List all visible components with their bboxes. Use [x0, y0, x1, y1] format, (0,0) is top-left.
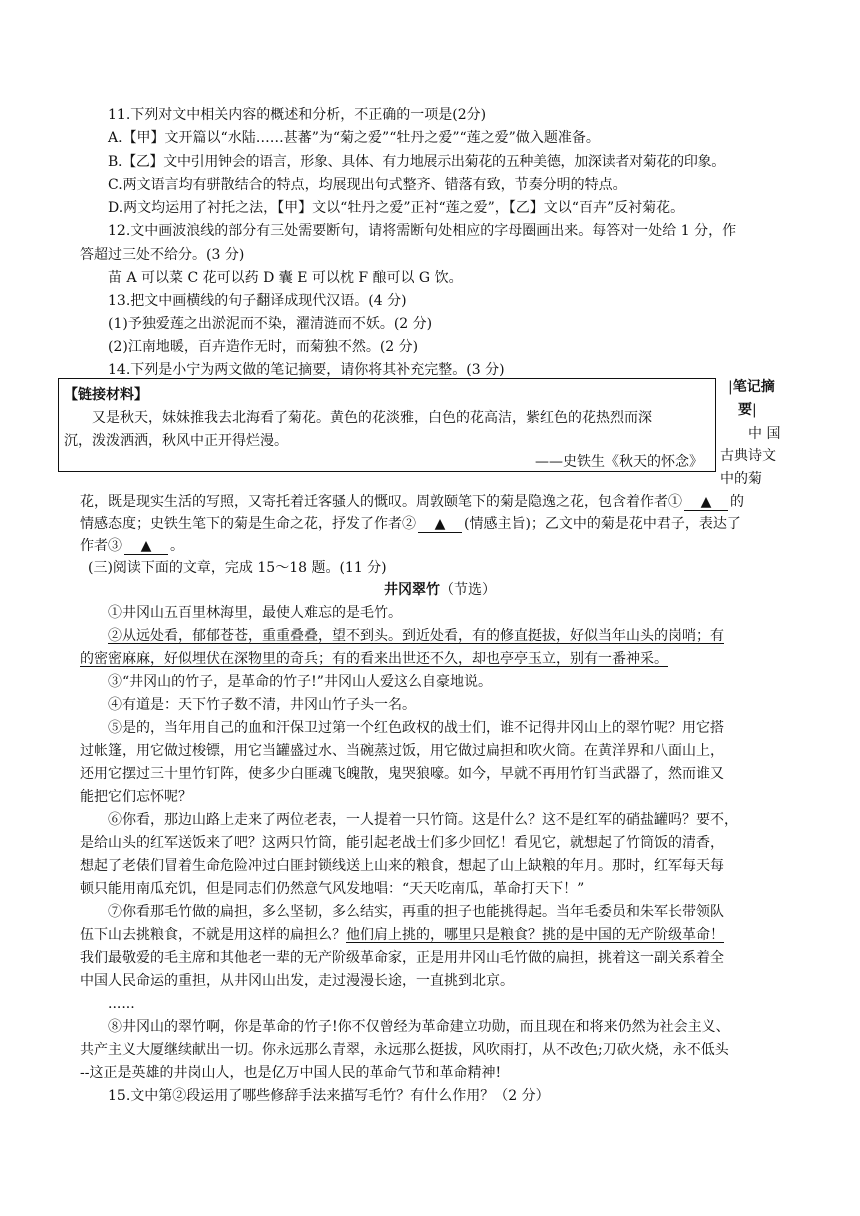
section3-intro: (三)阅读下面的文章，完成 15～18 题。(11 分)	[88, 560, 387, 576]
answer-blank-2[interactable]: ▲	[418, 516, 462, 533]
note-continuation-2: 情感态度；史铁生笔下的菊是生命之花，抒发了作者② ▲ (情感主旨)；乙文中的菊是花中君子，表达了	[80, 516, 741, 532]
paragraph-5-line-1: ⑤是的，当年用自己的血和汗保卫过第一个红色政权的战士们，谁不记得井冈山上的翠竹呢？用它搭	[108, 720, 724, 736]
q13-stem: 13.把文中画横线的句子翻译成现代汉语。(4 分)	[108, 293, 407, 309]
ellipsis: ......	[108, 996, 135, 1012]
paragraph-6-line-3: 想起了老俵们冒着生命危险冲过白匪封锁线送上山来的粮食，想起了山上缺粮的年月。那时，红军每天每	[80, 858, 724, 874]
note-continuation-1: 花，既是现实生活的写照，又寄托着迁客骚人的慨叹。周敦颐笔下的菊是隐逸之花，包含着作者① ▲ 的	[80, 494, 744, 510]
paragraph-5-line-4: 能把它们忘怀呢？	[80, 789, 192, 805]
note-title: |笔记摘	[728, 379, 775, 395]
q11-option-b: B.【乙】文中引用钟会的语言，形象、具体、有力地展示出菊花的五种美德，加深读者对菊花的印象。	[108, 154, 725, 170]
paragraph-7-line-2: 伍下山去挑粮食，不就是用这样的扁担么？他们肩上挑的，哪里只是粮食？挑的是中国的无产阶级革命！	[80, 927, 724, 943]
paragraph-2-line-2: 的密密麻麻，好似埋伏在深物里的奇兵；有的看来出世还不久，却也亭亭玉立，别有一番神采。	[80, 651, 668, 667]
paragraph-8-line-3: --这正是英雄的井岗山人，也是亿万中国人民的革命气节和革命精神!	[80, 1065, 502, 1081]
q12-stem-line2: 答超过三处不给分。(3 分)	[80, 247, 245, 263]
q13-sentence-1: (1)予独爱莲之出淤泥而不染，濯清涟而不妖。(2 分)	[108, 316, 433, 332]
q11-option-a: A.【甲】文开篇以“水陆……甚蕃”为“菊之爱”“牡丹之爱”“莲之爱”做入题准备。	[108, 130, 600, 146]
q11-option-d: D.两文均运用了衬托之法，【甲】文以“牡丹之爱”正衬“莲之爱”，【乙】文以“百卉”反衬菊花。	[108, 200, 685, 216]
q12-stem-line1: 12.文中画波浪线的部分有三处需要断句，请将需断句处相应的字母圈画出来。每答对一处给 1 分，作	[108, 223, 737, 239]
paragraph-6-line-2: 是给山头的红军送饭来了吧？这两只竹筒，能引起老战士们多少回忆！看见它，就想起了竹筒饭的清香，	[80, 835, 724, 851]
note-title-2: 要|	[738, 402, 757, 418]
paragraph-6-line-1: ⑥你看，那边山路上走来了两位老表，一人提着一只竹筒。这是什么？这不是红军的硝盐罐吗？要不，	[108, 812, 738, 828]
paragraph-3: ③“井冈山的竹子，是革命的竹子!”井冈山人爱这么自豪地说。	[108, 674, 492, 690]
paragraph-5-line-3: 还用它摆过三十里竹钉阵，使多少白匪魂飞魄散，鬼哭狼嚎。如今，早就不再用竹钉当武器了，然而谁又	[80, 766, 724, 782]
paragraph-7-line-3: 我们最敬爱的毛主席和其他老一辈的无产阶级革命家，正是用井冈山毛竹做的扁担，挑着这一副关系着全	[80, 950, 724, 966]
link-material-source: ——史铁生《秋天的怀念》	[535, 454, 703, 470]
q11-stem: 11.下列对文中相关内容的概述和分析，不正确的一项是(2分)	[108, 107, 487, 123]
paragraph-5-line-2: 过帐篷，用它做过梭镖，用它当罐盛过水、当碗蒸过饭，用它做过扁担和吹火筒。在黄洋界和八面山上，	[80, 743, 724, 759]
paragraph-4: ④有道是：天下竹子数不清，井冈山竹子头一名。	[108, 697, 416, 713]
paragraph-8-line-2: 共产主义大厦继续献出一切。你永远那么青翠，永远那么挺拔，风吹雨打，从不改色;刀砍火烧，永不低头	[80, 1042, 729, 1058]
underlined-sentence: 他们肩上挑的，哪里只是粮食？挑的是中国的无产阶级革命！	[346, 927, 724, 943]
answer-blank-3[interactable]: ▲	[124, 538, 168, 555]
article-title: 井冈翠竹（节选）	[384, 582, 496, 598]
link-material-text-2: 沉，泼泼洒洒，秋风中正开得烂漫。	[64, 433, 288, 449]
paragraph-7-line-4: 中国人民命运的重担，从井冈山出发，走过漫漫长途，一直挑到北京。	[80, 973, 514, 989]
note-continuation-3: 作者③ ▲ 。	[80, 538, 184, 554]
answer-blank-1[interactable]: ▲	[684, 494, 728, 511]
paragraph-2-line-1: ②从远处看，郁郁苍苍，重重叠叠，望不到头。到近处看，有的修直挺拔，好似当年山头的岗哨；有	[108, 628, 724, 644]
q13-sentence-2: (2)江南地暖，百卉造作无时，而菊独不然。(2 分)	[108, 339, 419, 355]
paragraph-8-line-1: ⑧井冈山的翠竹啊，你是革命的竹子!你不仅曾经为革命建立功勋，而且现在和将来仍然为社会主义、	[108, 1019, 730, 1035]
paragraph-1: ①井冈山五百里林海里，最使人难忘的是毛竹。	[108, 605, 402, 621]
link-material-text-1: 又是秋天，妹妹推我去北海看了菊花。黄色的花淡雅，白色的花高洁，紫红色的花热烈而深	[92, 410, 652, 426]
note-line-1: 中 国	[748, 426, 781, 442]
note-line-3: 中的菊	[720, 471, 762, 487]
q12-sentence: 苗 A 可以菜 C 花可以药 D 囊 E 可以枕 F 酿可以 G 饮。	[108, 270, 463, 286]
link-material-title: 【链接材料】	[64, 387, 148, 403]
q15-stem: 15.文中第②段运用了哪些修辞手法来描写毛竹？有什么作用？（2 分）	[108, 1088, 550, 1104]
note-line-2: 古典诗文	[720, 448, 776, 464]
q14-stem: 14.下列是小宁为两文做的笔记摘要，请你将其补充完整。(3 分)	[108, 362, 505, 378]
q11-option-c: C.两文语言均有骈散结合的特点，均展现出句式整齐、错落有致，节奏分明的特点。	[108, 177, 627, 193]
paragraph-6-line-4: 顿只能用南瓜充饥，但是同志们仍然意气风发地唱：“天天吃南瓜，革命打天下！”	[80, 881, 585, 897]
paragraph-7-line-1: ⑦你看那毛竹做的扁担，多么坚韧，多么结实，再重的担子也能挑得起。当年毛委员和朱军长带领队	[108, 904, 724, 920]
